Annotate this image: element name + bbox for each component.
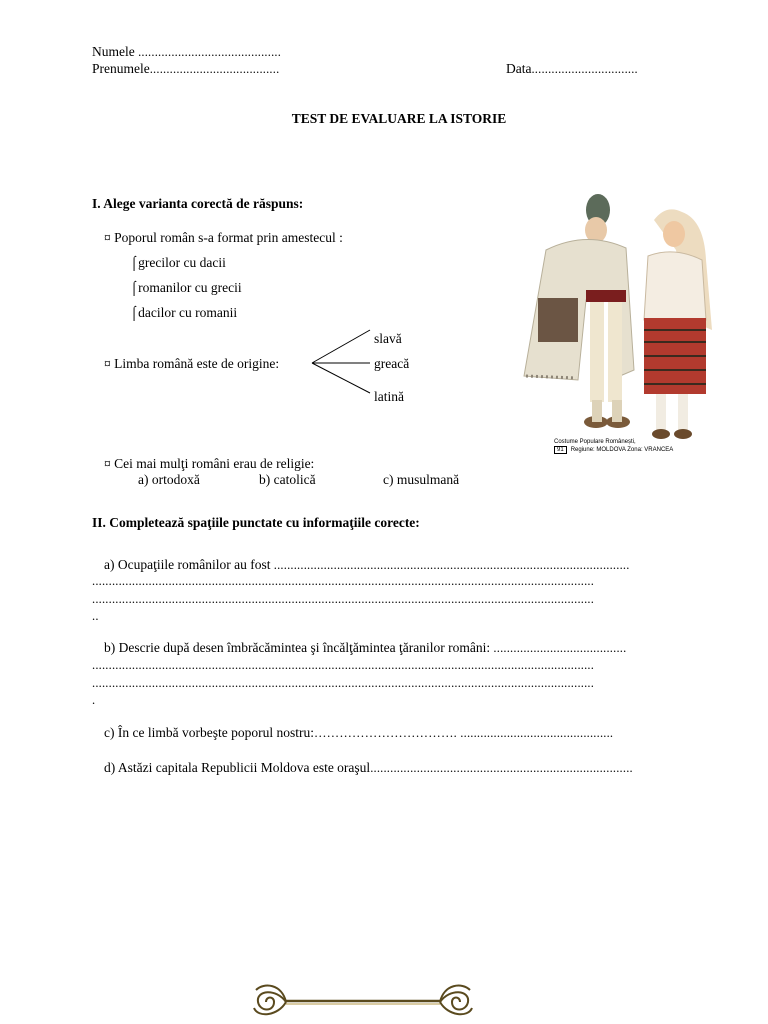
q1-option-2[interactable]: ⌠romanilor cu grecii [130,280,242,295]
q1-option-3[interactable]: ⌠dacilor cu romanii [130,305,238,320]
section2-heading: II. Completează spaţiile punctate cu informaţiile corecte: [92,515,420,530]
item-c-dots[interactable]: ……………………………. .............................................. [313,726,614,740]
item-a-dots-2[interactable]: ....................................................................................................................................................... [92,574,595,588]
item-b-text: b) Descrie după desen îmbrăcămintea şi încălţămintea ţăranilor români: [104,640,491,655]
item-d [104,761,633,775]
item-a-dots-4[interactable]: .. [92,609,99,623]
q1-option-1[interactable]: ⌠grecilor cu dacii [130,255,226,270]
date-dots[interactable]: ................................ [531,62,638,76]
name-label: Numele [92,44,135,59]
item-a-dots-1[interactable]: ........................................................................................................... [270,558,630,572]
item-c [104,726,613,740]
item-a-text: a) Ocupaţiile românilor au fost [104,557,271,572]
q2-option-1[interactable]: slavă [374,331,402,346]
surname-dots[interactable]: ....................................... [149,62,280,76]
item-b-dots-3[interactable]: ....................................................................................................................................................... [92,676,595,690]
ornament-divider [248,980,478,1024]
q3-text: ¤ Cei mai mulţi români erau de religie: [104,456,315,471]
section1-heading: I. Alege varianta corectă de răspuns: [92,196,304,211]
item-d-text: d) Astăzi capitala Republicii Moldova este oraşul [104,760,371,775]
item-b-dots-1[interactable]: ........................................ [490,641,627,655]
q3-option-b[interactable]: b) catolică [259,472,316,487]
item-b [104,641,626,655]
caption-line-2: 91 Regiune: MOLDOVA Zona: VRANCEA [554,447,673,453]
item-c-text: c) În ce limbă vorbeşte poporul nostru: [104,725,314,740]
q2-text: ¤ Limba română este de origine: [104,356,280,371]
q2-option-3[interactable]: latină [374,389,404,404]
item-a-dots-3[interactable]: ....................................................................................................................................................... [92,592,595,606]
date-label: Data [506,61,532,76]
name-dots[interactable]: ........................................... [134,45,282,59]
caption-line-1: Costume Populare Românești, [554,439,636,445]
item-b-dots-2[interactable]: ....................................................................................................................................................... [92,658,595,672]
item-d-dots[interactable]: ............................................................................... [370,761,633,775]
q1-text: ¤ Poporul român s-a format prin amestecul : [104,230,343,245]
q3-option-a[interactable]: a) ortodoxă [138,472,200,487]
item-a [104,558,630,572]
caption-badge: 91 [554,446,567,454]
surname-label: Prenumele [92,61,150,76]
folk-costume-image [516,190,722,462]
q2-option-2[interactable]: greacă [374,356,410,371]
page-title: TEST DE EVALUARE LA ISTORIE [291,111,507,126]
item-b-dots-4[interactable]: . [92,693,96,707]
q3-option-c[interactable]: c) musulmană [383,472,460,487]
